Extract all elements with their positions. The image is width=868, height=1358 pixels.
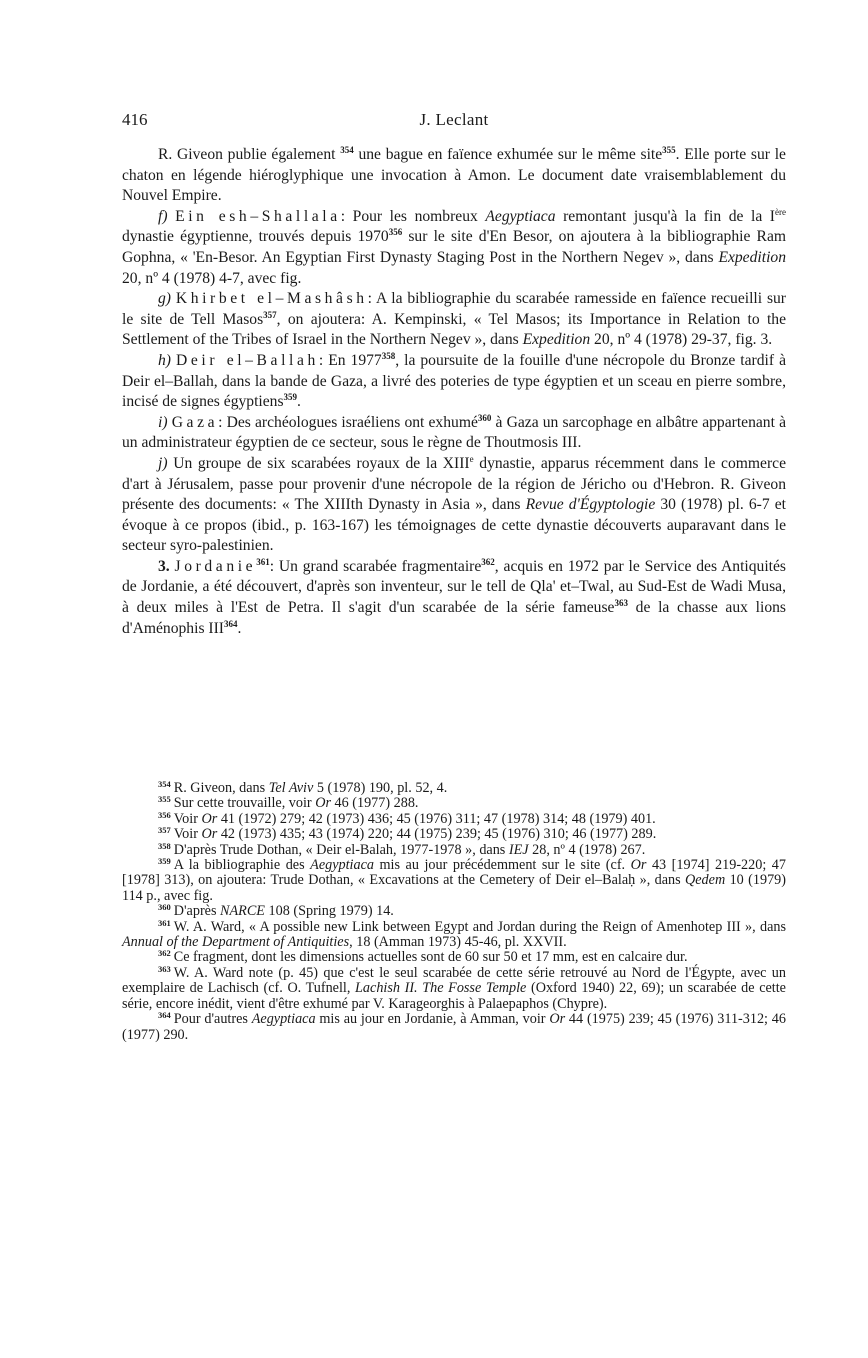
- footnote-356: [122, 809, 786, 827]
- footnote-ref[interactable]: 357: [263, 309, 277, 320]
- footnote-mark: 360: [158, 902, 171, 913]
- ordinal-superscript: ère: [775, 206, 786, 217]
- text: mis au jour précédemment sur le site (cf.: [373, 857, 631, 874]
- text: 28, nº 4 (1978) 267.: [528, 841, 646, 858]
- footnote-364: [122, 1012, 786, 1043]
- item-letter: f): [158, 207, 168, 225]
- site-name: Khirbet el–Mashâsh: [175, 290, 368, 308]
- journal-title: Or: [315, 795, 331, 812]
- footnotes: [122, 781, 786, 1043]
- journal-title: Or: [630, 857, 647, 874]
- text: 43 [1974] 219-220; 47 [1978] 313), on ajoutera: Trude Dothan, « Excavations at the Cemetery of Deir el–Balaḥ », dans: [122, 857, 786, 889]
- text: , acquis en 1972 par le Service des Antiquités de Jordanie, a été découvert, d'après son inventeur, sur le tell de Qla' et–Twal, au Sud-Est de Wadi Musa, à deux miles à l'Est de Petra. Il s'agit d'un scarabée de la série fameuse: [122, 557, 786, 617]
- footnote-ref[interactable]: 358: [381, 350, 396, 361]
- text: D'après: [173, 903, 221, 920]
- text: D'après Trude Dothan, « Deir el-Balah, 1977-1978 », dans: [173, 841, 509, 858]
- footnote-mark: 359: [158, 856, 171, 867]
- text: 30 (1978) pl. 6-7 et évoque à ce propos (ibid., p. 163-167) les témoignages de cette dynastie découverts auparavant dans le secteur syro-palestinien.: [122, 496, 786, 555]
- footnote-mark: 357: [158, 825, 171, 836]
- journal-title: Expedition: [718, 248, 786, 266]
- text: : A la bibliographie du scarabée ramesside en faïence recueilli sur le site de Tell Masos: [122, 290, 786, 328]
- page-number: 416: [122, 110, 148, 129]
- footnote-ref[interactable]: 364: [223, 618, 238, 629]
- text: : Pour les nombreux: [340, 207, 486, 225]
- text: dynastie égyptienne, trouvés depuis 1970: [122, 228, 389, 246]
- text: Un groupe de six scarabées royaux de la XIII: [167, 454, 470, 472]
- journal-title: Annual of the Department of Antiquities: [122, 934, 350, 951]
- footnote-ref[interactable]: 355: [662, 145, 676, 155]
- journal-title: Or: [201, 826, 218, 843]
- text: à Gaza un sarcophage en albâtre appartenant à un administrateur égyptien de ce secteur, sous le règne de Thoutmosis III.: [122, 413, 786, 452]
- text: 10 (1979) 114 p., avec fig.: [122, 872, 786, 904]
- text: une bague en faïence exhumée sur le même site: [353, 146, 663, 163]
- footnote-363: [122, 963, 786, 1012]
- text: 5 (1978) 190, pl. 52, 4.: [313, 780, 448, 796]
- text: 20, nº 4 (1978) 4-7, avec fig.: [122, 269, 302, 287]
- text: : En 1977: [318, 351, 382, 369]
- item-letter: g): [158, 290, 171, 308]
- footnote-ref[interactable]: 360: [477, 412, 492, 423]
- site-name: Ein esh–Shallala: [175, 207, 341, 225]
- text: A la bibliographie des: [173, 857, 311, 874]
- footnote-ref[interactable]: 361: [256, 556, 270, 567]
- italic-term: Aegyptiaca: [251, 1011, 316, 1028]
- footnote-355: [122, 796, 786, 811]
- footnote-359: [122, 858, 786, 904]
- footnote-ref[interactable]: 362: [481, 556, 495, 567]
- text: 41 (1972) 279; 42 (1973) 436; 45 (1976) 311; 47 (1978) 314; 48 (1979) 401.: [217, 810, 656, 827]
- footnote-mark: 364: [158, 1010, 171, 1021]
- text: remontant jusqu'à la fin de la I: [555, 207, 775, 225]
- running-head: [122, 110, 786, 134]
- site-name: Deir el–Ballah: [176, 351, 319, 369]
- paragraph-3: [122, 557, 786, 639]
- footnote-mark: 356: [158, 809, 171, 820]
- footnote-mark: 354: [158, 779, 171, 789]
- journal-title: Tel Aviv: [268, 780, 314, 796]
- text: Ce fragment, dont les dimensions actuelles sont de 60 sur 50 et 17 mm, est en calcaire dur.: [173, 949, 688, 966]
- text: 44 (1975) 239; 45 (1976) 311-312; 46 (1977) 290.: [122, 1011, 786, 1043]
- book-title: Lachish II. The Fosse Temple: [355, 980, 527, 997]
- text: Pour d'autres: [173, 1011, 252, 1028]
- journal-title: IEJ: [508, 841, 529, 858]
- footnote-ref[interactable]: 363: [614, 598, 628, 609]
- ordinal-superscript: e: [469, 453, 474, 464]
- text: , on ajoutera: A. Kempinski, « Tel Masos; its Importance in Relation to the Settlement of the Tribes of Israel in the Northern Negev », dans: [122, 310, 786, 349]
- item-letter: j): [158, 454, 168, 472]
- paragraph-intro: [122, 145, 786, 207]
- paragraph-j: [122, 454, 786, 557]
- text: R. Giveon publie également: [158, 146, 341, 163]
- footnote-360: [122, 904, 786, 919]
- footnote-ref[interactable]: 354: [340, 145, 354, 155]
- journal-title: Qedem: [685, 872, 726, 889]
- text: Voir: [173, 810, 202, 827]
- text: mis au jour en Jordanie, à Amman, voir: [315, 1011, 550, 1028]
- text: Voir: [173, 826, 202, 843]
- text: 42 (1973) 435; 43 (1974) 220; 44 (1975) 239; 45 (1976) 310; 46 (1977) 289.: [217, 826, 657, 843]
- text: 20, nº 4 (1978) 29-37, fig. 3.: [590, 331, 773, 349]
- text: . Elle porte sur le chaton en légende hiéroglyphique une invocation à Amon. Le document date vraisemblablement du Nouvel Empire.: [122, 146, 786, 205]
- paragraph-i: [122, 413, 786, 454]
- journal-title: Revue d'Égyptologie: [525, 496, 656, 514]
- paragraph-h: [122, 351, 786, 413]
- text: 46 (1977) 288.: [330, 795, 419, 812]
- item-letter: i): [158, 413, 168, 431]
- footnote-mark: 358: [158, 840, 171, 851]
- footnote-mark: 363: [158, 963, 171, 974]
- text: sur le site d'En Besor, on ajoutera à la bibliographie Ram Gophna, « 'En-Besor. An Egyptian First Dynasty Staging Post in the Northern Negev », dans: [122, 228, 787, 266]
- journal-title: NARCE: [220, 903, 265, 920]
- footnote-357: [122, 827, 786, 842]
- footnote-mark: 355: [158, 794, 171, 805]
- text: R. Giveon, dans: [173, 780, 269, 796]
- text: , 18 (Amman 1973) 45-46, pl. XXVII.: [349, 934, 567, 951]
- paragraph-g: [122, 289, 786, 351]
- text: dynastie, apparus récemment dans le commerce d'art à Jérusalem, passe pour provenir d'une nécropole de la région de Jéricho ou d'Hebron. R. Giveon présente des documents: « The XIIIth Dynasty in Asia », dans: [122, 454, 786, 514]
- footnote-mark: 361: [158, 917, 171, 928]
- text: , la poursuite de la fouille d'une nécropole du Bronze tardif à Deir el–Ballah, dans la bande de Gaza, a livré des poteries de type égyptien et un sceau en pierre sombre, incisé de signes égyptiens: [122, 351, 786, 411]
- text: W. A. Ward, « A possible new Link between Egypt and Jordan during the Reign of Amenhotep III », dans: [173, 918, 786, 935]
- footnote-358: [122, 840, 786, 858]
- text: W. A. Ward note (p. 45) que c'est le seul scarabée de cette série retrouvé au Nord de l'Égypte, avec un exemplaire de Lachisch (cf. O. Tufnell,: [122, 964, 786, 997]
- text: Sur cette trouvaille, voir: [173, 795, 316, 812]
- footnote-361: [122, 917, 786, 951]
- text: de la chasse aux lions d'Aménophis III: [122, 599, 786, 637]
- item-letter: h): [158, 351, 171, 369]
- text: : Un grand scarabée fragmentaire: [269, 557, 482, 575]
- italic-term: Aegyptiaca: [310, 857, 374, 874]
- footnote-ref[interactable]: 356: [388, 227, 403, 238]
- italic-term: Aegyptiaca: [485, 207, 556, 225]
- site-name: Jordanie: [174, 557, 257, 575]
- text: 108 (Spring 1979) 14.: [264, 903, 394, 920]
- journal-title: Expedition: [522, 331, 591, 349]
- footnote-362: [122, 950, 786, 965]
- section-number: 3.: [158, 557, 170, 575]
- text: (Oxford 1940) 22, 69); un scarabée de cette série, encore inédit, vient d'être exhumé par V. Karageorghis à Palaepaphos (Chypre).: [122, 980, 786, 1012]
- text: .: [297, 393, 301, 411]
- site-name: Gaza: [171, 413, 219, 431]
- journal-title: Or: [201, 810, 218, 827]
- text: .: [237, 619, 242, 637]
- running-title: J. Leclant: [419, 110, 489, 129]
- body-text: [122, 145, 786, 639]
- footnote-mark: 362: [158, 948, 171, 959]
- text: : Des archéologues israéliens ont exhumé: [218, 413, 478, 431]
- journal-title: Or: [549, 1011, 566, 1028]
- paragraph-f: [122, 207, 786, 289]
- footnote-ref[interactable]: 359: [283, 392, 298, 403]
